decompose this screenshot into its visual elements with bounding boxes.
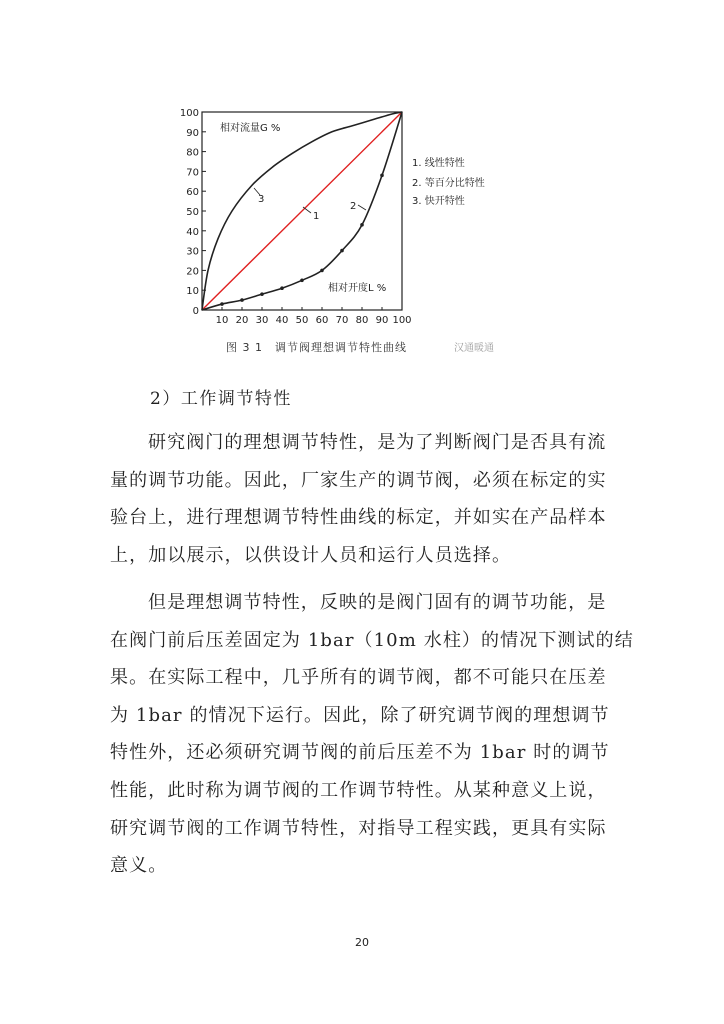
series-2-point xyxy=(320,269,324,273)
paragraph-2-line: 意义。 xyxy=(110,855,168,877)
section-heading: 2）工作调节特性 xyxy=(150,389,292,409)
x-tick-label: 100 xyxy=(392,315,412,326)
y-tick-label: 10 xyxy=(186,286,199,298)
series-2-point xyxy=(300,279,304,283)
x-axis-label: 相对开度L % xyxy=(328,283,387,294)
y-tick-label: 50 xyxy=(186,207,199,218)
paragraph-2-line: 研究调节阀的工作调节特性，对指导工程实践，更具有实际 xyxy=(110,817,607,839)
figure-caption: 图 3 1 调节阀理想调节特性曲线 xyxy=(226,341,407,354)
x-tick-label: 60 xyxy=(315,315,329,326)
series-2-point xyxy=(280,286,284,290)
paragraph-2-line: 性能，此时称为调节阀的工作调节特性。从某种意义上说， xyxy=(110,779,607,801)
paragraph-2-line: 在阀门前后压差固定为 1bar（10m 水柱）的情况下测试的结 xyxy=(110,629,634,651)
series-2-point xyxy=(220,302,224,306)
x-tick-label: 50 xyxy=(295,315,309,326)
paragraph-1 xyxy=(110,424,616,574)
paragraph-2-line: 为 1bar 的情况下运行。因此，除了研究调节阀的理想调节 xyxy=(110,704,610,726)
y-tick-label: 80 xyxy=(186,147,199,159)
curve-label-2: 2 xyxy=(350,201,357,212)
series-2-point xyxy=(360,223,364,227)
paragraph-2-line: 特性外，还必须研究调节阀的前后压差不为 1bar 时的调节 xyxy=(110,742,610,764)
y-tick-label: 60 xyxy=(186,187,199,199)
y-tick-label: 70 xyxy=(186,167,199,179)
x-tick-label: 10 xyxy=(215,315,229,326)
paragraph-2 xyxy=(110,584,634,885)
page-number: 20 xyxy=(355,936,369,949)
paragraph-2-line: 但是理想调节特性，反映的是阀门固有的调节功能，是 xyxy=(148,592,607,613)
y-tick-label: 30 xyxy=(186,246,199,258)
x-tick-label: 40 xyxy=(275,315,289,326)
paragraph-1-line: 上，加以展示，以供设计人员和运行人员选择。 xyxy=(110,544,512,566)
valve-characteristic-chart xyxy=(180,100,540,360)
series-2-point xyxy=(240,298,244,302)
y-tick-label: 0 xyxy=(192,306,199,317)
paragraph-1-line: 量的调节功能。因此，厂家生产的调节阀，必须在标定的实 xyxy=(110,469,607,491)
legend-item-1: 1. 线性特性 xyxy=(412,158,465,169)
y-tick-label: 100 xyxy=(180,108,199,119)
x-tick-label: 70 xyxy=(335,315,349,326)
y-tick-label: 40 xyxy=(186,226,199,238)
curve-label-3: 3 xyxy=(258,194,265,205)
legend-item-3: 3. 快开特性 xyxy=(412,196,465,207)
y-tick-label: 90 xyxy=(186,127,199,139)
curve-pointer-2 xyxy=(358,205,366,210)
paragraph-1-line: 验台上，进行理想调节特性曲线的标定，并如实在产品样本 xyxy=(110,507,607,529)
y-tick-label: 20 xyxy=(186,266,199,278)
y-axis-label: 相对流量G % xyxy=(220,123,281,134)
x-tick-label: 30 xyxy=(255,315,269,326)
legend-item-2: 2. 等百分比特性 xyxy=(412,178,485,189)
paragraph-1-line: 研究阀门的理想调节特性，是为了判断阀门是否具有流 xyxy=(148,432,607,453)
watermark-text: 汉通暖通 xyxy=(454,343,494,354)
series-2-point xyxy=(380,174,384,178)
curve-pointer-3 xyxy=(254,188,260,195)
chart-svg xyxy=(180,100,540,340)
x-tick-label: 80 xyxy=(355,315,369,326)
x-tick-label: 20 xyxy=(235,315,249,326)
series-2-point xyxy=(260,292,264,296)
x-tick-label: 90 xyxy=(375,315,389,326)
series-2-point xyxy=(340,249,344,253)
paragraph-2-line: 果。在实际工程中，几乎所有的调节阀，都不可能只在压差 xyxy=(110,667,607,689)
curve-label-1: 1 xyxy=(313,211,320,222)
curve-pointer-1 xyxy=(303,207,311,213)
